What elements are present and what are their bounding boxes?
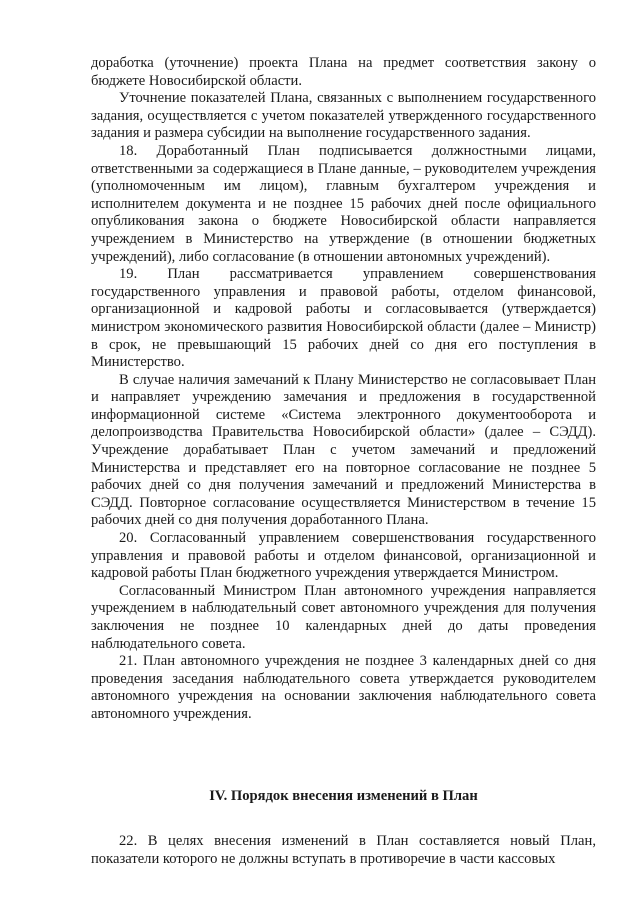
paragraph-autonomous-approval: Согласованный Министром План автономного учреждения направляется учреждением в наблюдательный совет автономного учреждения для получения заключения не позднее 10 календарных дней до даты проведения наблюдательного совета. bbox=[91, 582, 596, 652]
document-page bbox=[91, 55, 596, 868]
paragraph-remarks: В случае наличия замечаний к Плану Министерство не согласовывает План и направляет учреждению замечания и предложения в государственной информационной системе «Система электронного документооборота и делопроизводства Правительства Новосибирской области» (далее – СЭДД). Учреждение дорабатывает План с учетом замечаний и предложений Министерства и представляет его на повторное согласование не позднее 5 рабочих дней со дня получения замечаний и предложений Министерства в СЭДД. Повторное согласование осуществляется Министерством в течение 15 рабочих дней со дня получения доработанного Плана. bbox=[91, 371, 596, 529]
paragraph-21: 21. План автономного учреждения не позднее 3 календарных дней со дня проведения заседания наблюдательного совета утверждается руководителем автономного учреждения на основании заключения наблюдательного совета автономного учреждения. bbox=[91, 653, 596, 722]
paragraph-18: 18. Доработанный План подписывается должностными лицами, ответственными за содержащиеся в Плане данные, – руководителем учреждения (уполномоченным им лицом), главным бухгалтером учреждения и исполнителем документа и не позднее 15 рабочих дней после официального опубликования закона о бюджете Новосибирской области направляется учреждением в Министерство на утверждение (в отношении бюджетных учреждений), либо согласование (в отношении автономных учреждений). bbox=[91, 142, 596, 265]
paragraph-22: 22. В целях внесения изменений в План составляется новый План, показатели которого не должны вступать в противоречие в части кассовых bbox=[91, 833, 596, 867]
paragraph-19: 19. План рассматривается управлением совершенствования государственного управления и правовой работы, отделом финансовой, организационной и кадровой работы и согласовывается (утверждается) министром экономического развития Новосибирской области (далее – Министр) в срок, не превышающий 15 рабочих дней со дня его поступления в Министерство. bbox=[91, 266, 596, 371]
paragraph-revision: доработка (уточнение) проекта Плана на предмет соответствия закону о бюджете Новосибирской области. bbox=[91, 55, 596, 89]
section-heading: IV. Порядок внесения изменений в План bbox=[209, 787, 478, 804]
paragraph-state-task: Уточнение показателей Плана, связанных с выполнением государственного задания, осуществляется с учетом показателей утвержденного государственного задания и размера субсидии на выполнение государственного задания. bbox=[91, 90, 596, 142]
paragraph-20: 20. Согласованный управлением совершенствования государственного управления и правовой работы и отделом финансовой, организационной и кадровой работы План бюджетного учреждения утверждается Министром. bbox=[91, 530, 596, 582]
